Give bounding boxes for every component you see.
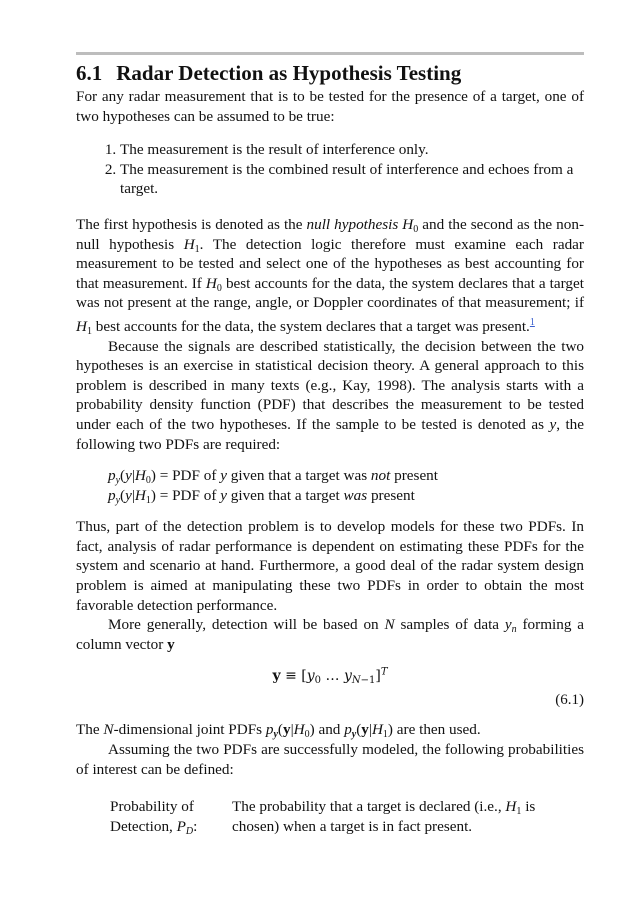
- section-heading: [76, 61, 584, 85]
- models-paragraph: Thus, part of the detection problem is to develop models for these two PDFs. In fact, analysis of radar performance is dependent on estimating these PDFs for the system and scenario at hand. Furthermore, a good deal of the radar system design problem is aimed at manipulating these two PDFs in order to obtain the most favorable detection performance.: [76, 518, 584, 614]
- decision-theory-paragraph: Because the signals are described statistically, the decision between the two hypotheses is an exercise in statistical decision theory. A general approach to this problem is described in many texts (e.g., Kay, 1998). The analysis starts with a probability density function (PDF) that describes the measurement to be tested under each of the two hypotheses. If the sample to be tested is denoted as y, the following two PDFs are required:: [76, 337, 584, 453]
- page: [76, 52, 584, 836]
- hypothesis-paragraph: The first hypothesis is denoted as the null hypothesis $H_0$ and the second as the non-null hypothesis $H_1$. The detection logic therefore must examine each radar measurement to be tested and select one of the hypotheses as best accounting for that measurement. If $H_0$ best accounts for the data, the system declares that a target was not present at the range, angle, or Doppler coordinates of that measurement; if $H_1$ best accounts for the data, the system declares that a target was present.$^1$: [76, 215, 585, 337]
- pdf-line-h1: $p_y(y|H_1)$ = PDF of y given that a target was present: [108, 486, 415, 506]
- equation-number: (6.1): [555, 692, 584, 709]
- definition-list: [76, 797, 584, 836]
- footnote-link[interactable]: 1: [529, 316, 535, 328]
- definition-term: Probability of Detection, $P_D$:: [110, 798, 198, 837]
- null-hypothesis-term: null hypothesis: [306, 215, 399, 233]
- samples-paragraph: More generally, detection will be based on N samples of data $y_n$ forming a column vector y: [76, 616, 584, 653]
- joint-pdf-paragraph: The N-dimensional joint PDFs $p_y(y|H_0)$ and $p_y(y|H_1)$ are then used.: [76, 721, 481, 741]
- section-title: Radar Detection as Hypothesis Testing: [116, 61, 462, 85]
- list-item: 2. The measurement is the combined result of interference and echoes from a target.: [120, 160, 584, 199]
- list-item: 1. The measurement is the result of interference only.: [120, 140, 584, 160]
- header-rule: [76, 52, 584, 55]
- pdf-definitions: [108, 466, 584, 505]
- intro-paragraph: For any radar measurement that is to be tested for the presence of a target, one of two hypotheses can be assumed to be true:: [76, 88, 584, 125]
- definition-row-pd: [76, 797, 584, 836]
- equation-6-1: [76, 668, 584, 712]
- equation-formula: $y \equiv [y_0$ … $y_{N-1}]^T$: [272, 666, 388, 687]
- definition-description: The probability that a target is declared (i.e., $H_1$ is chosen) when a target is in fact present.: [232, 798, 536, 835]
- probabilities-paragraph: Assuming the two PDFs are successfully modeled, the following probabilities of interest can be defined:: [76, 741, 584, 778]
- pdf-line-h0: $p_y(y|H_0)$ = PDF of y given that a target was not present: [108, 467, 438, 487]
- section-number: 6.1: [76, 61, 103, 85]
- hypotheses-list: [76, 140, 584, 199]
